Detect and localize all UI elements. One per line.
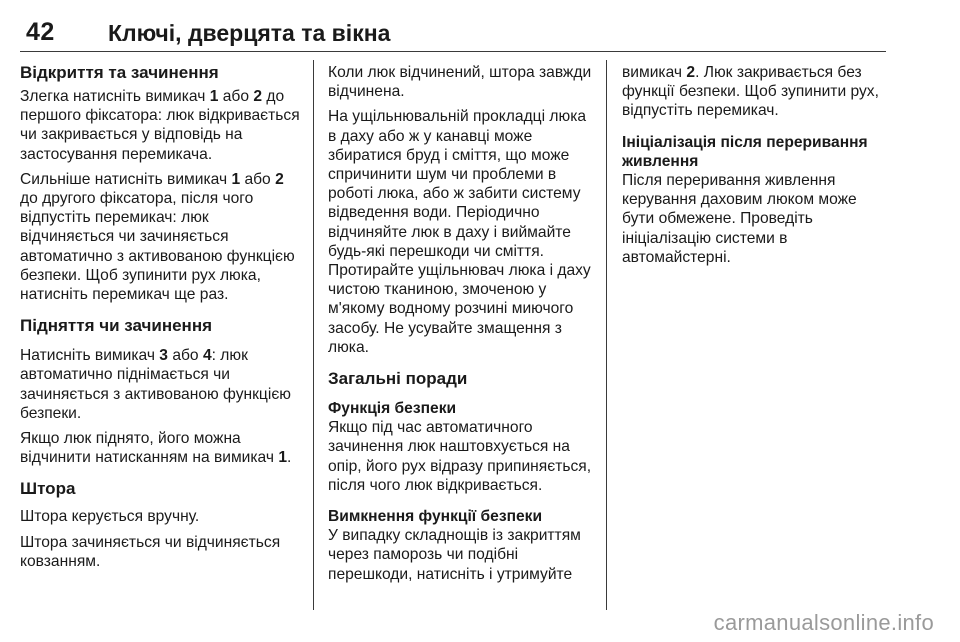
text: : люк автоматично піднімається чи зачиняється з активованою функцією безпеки. (20, 347, 291, 422)
header-rule (20, 51, 886, 52)
text: Якщо люк піднято, його можна відчинити натисканням на вимикач (20, 430, 279, 467)
paragraph: Штора зачиняється чи відчиняється ковзанням. (20, 533, 281, 570)
watermark: carmanualsonline.info (713, 610, 934, 635)
page-number: 42 (26, 18, 55, 46)
switch-number: 4 (202, 347, 212, 365)
paragraph: Після переривання живлення керування даховим люком може бути обмежене. Проведіть ініціалізацію системи в автомайстерні. (622, 172, 857, 266)
section-heading-open-close: Відкриття та зачинення (20, 63, 219, 82)
paragraph: Коли люк відчинений, штора завжди відчинена. (328, 64, 592, 101)
paragraph (20, 346, 304, 423)
subheading-safety-function: Функція безпеки (328, 400, 457, 418)
switch-number: 3 (159, 347, 168, 365)
text: або (167, 347, 203, 365)
paragraph (622, 63, 888, 121)
switch-number: 1 (209, 88, 219, 105)
paragraph: У випадку складнощів із закриттям через паморозь чи подібні перешкоди, натисніть і утримуйте (328, 527, 581, 583)
switch-number: 1 (231, 170, 241, 188)
paragraph: На ущільнювальній прокладці люка в даху або ж у канавці може збиратися бруд і сміття, що може спричинити шум чи проблеми в роботі люка, або ж забити систему відведення води. Періодично відчиняйте люк в даху і виймайте будь-які перешкоди чи сміття. Протирайте ущільнювач люка і даху чистою тканиною, змоченою у м'якому водному розчині миючого засобу. Не усувайте змащення з люка. (328, 108, 591, 356)
paragraph (20, 429, 304, 467)
column-divider-2 (606, 60, 607, 610)
text: або (240, 170, 276, 188)
column-3 (622, 63, 888, 267)
text: Сильніше натисніть вимикач (20, 170, 232, 188)
text: . Люк закривається без функції безпеки. Щоб зупинити рух, відпустіть перемикач. (622, 64, 879, 120)
text: або (218, 88, 254, 105)
switch-number: 2 (253, 88, 263, 105)
switch-number: 2 (686, 64, 696, 81)
text: Натисніть вимикач (20, 347, 160, 365)
column-1 (20, 63, 304, 571)
section-heading-shade: Штора (20, 479, 76, 499)
text: вимикач (622, 64, 687, 81)
column-divider-1 (313, 60, 314, 610)
paragraph (20, 170, 304, 304)
paragraph: Штора керується вручну. (20, 508, 200, 526)
switch-number: 1 (278, 449, 288, 467)
page-title: Ключі, дверцята та вікна (108, 20, 391, 46)
paragraph: Якщо під час автоматичного зачинення люк наштовхується на опір, його рух відразу припиняється, після чого люк відкривається. (328, 419, 592, 494)
subheading-disable-safety: Вимкнення функції безпеки (328, 508, 543, 526)
text: . (287, 449, 292, 467)
switch-number: 2 (275, 170, 284, 188)
text: до першого фіксатора: люк відкривається чи закривається у відповідь на застосування перемикача. (20, 88, 300, 163)
subheading-initialization: Ініціалізація після переривання живлення (622, 133, 868, 170)
section-heading-general-tips: Загальні поради (328, 369, 468, 389)
paragraph (20, 87, 304, 164)
column-2 (328, 63, 594, 584)
text: до другого фіксатора, після чого відпустіть перемикач: люк відчиняється чи зачиняється автоматично з активованою функцією безпеки. Щоб зупинити рух люка, натисніть перемикач ще раз. (20, 190, 295, 304)
text: Злегка натисніть вимикач (20, 88, 210, 105)
section-heading-lift-close: Підняття чи зачинення (20, 316, 213, 336)
